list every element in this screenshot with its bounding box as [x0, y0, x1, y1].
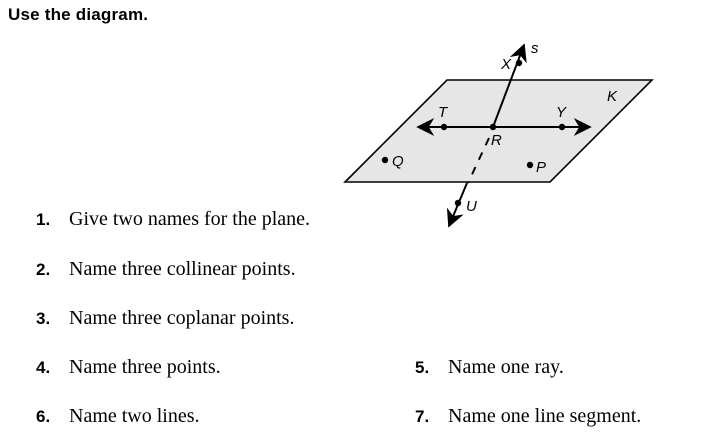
label-y: Y: [556, 104, 567, 121]
question-number: 5.: [415, 358, 430, 377]
question-number: 2.: [36, 260, 51, 279]
question-number: 1.: [36, 210, 51, 229]
question-text: Name two lines.: [69, 405, 200, 427]
question-number: 4.: [36, 358, 51, 377]
question-text: Name one line segment.: [448, 405, 642, 427]
label-s: s: [531, 40, 539, 57]
question-number: 3.: [36, 309, 51, 328]
label-p: P: [536, 159, 547, 176]
question-text: Name three collinear points.: [69, 258, 296, 280]
label-r: R: [491, 132, 502, 149]
plane-diagram: [330, 30, 670, 235]
label-x: X: [501, 56, 512, 73]
point-r: [490, 124, 496, 130]
question-text: Name one ray.: [448, 356, 564, 378]
question-2: [36, 258, 296, 281]
label-t: T: [438, 104, 448, 121]
question-number: 7.: [415, 407, 430, 426]
point-x: [516, 60, 522, 66]
label-k: K: [607, 88, 618, 105]
label-u: U: [466, 198, 477, 215]
point-u: [455, 200, 461, 206]
point-y: [559, 124, 565, 130]
point-q: [382, 157, 388, 163]
question-7: [415, 405, 641, 428]
question-6: [36, 405, 200, 428]
point-p: [527, 162, 533, 168]
question-5: [415, 356, 564, 379]
question-4: [36, 356, 221, 379]
question-number: 6.: [36, 407, 51, 426]
question-1: [36, 208, 310, 231]
point-t: [441, 124, 447, 130]
question-text: Name three points.: [69, 356, 221, 378]
question-3: [36, 307, 294, 330]
question-text: Give two names for the plane.: [69, 208, 311, 230]
question-text: Name three coplanar points.: [69, 307, 295, 329]
page-heading: Use the diagram.: [8, 5, 149, 24]
label-q: Q: [392, 153, 404, 170]
